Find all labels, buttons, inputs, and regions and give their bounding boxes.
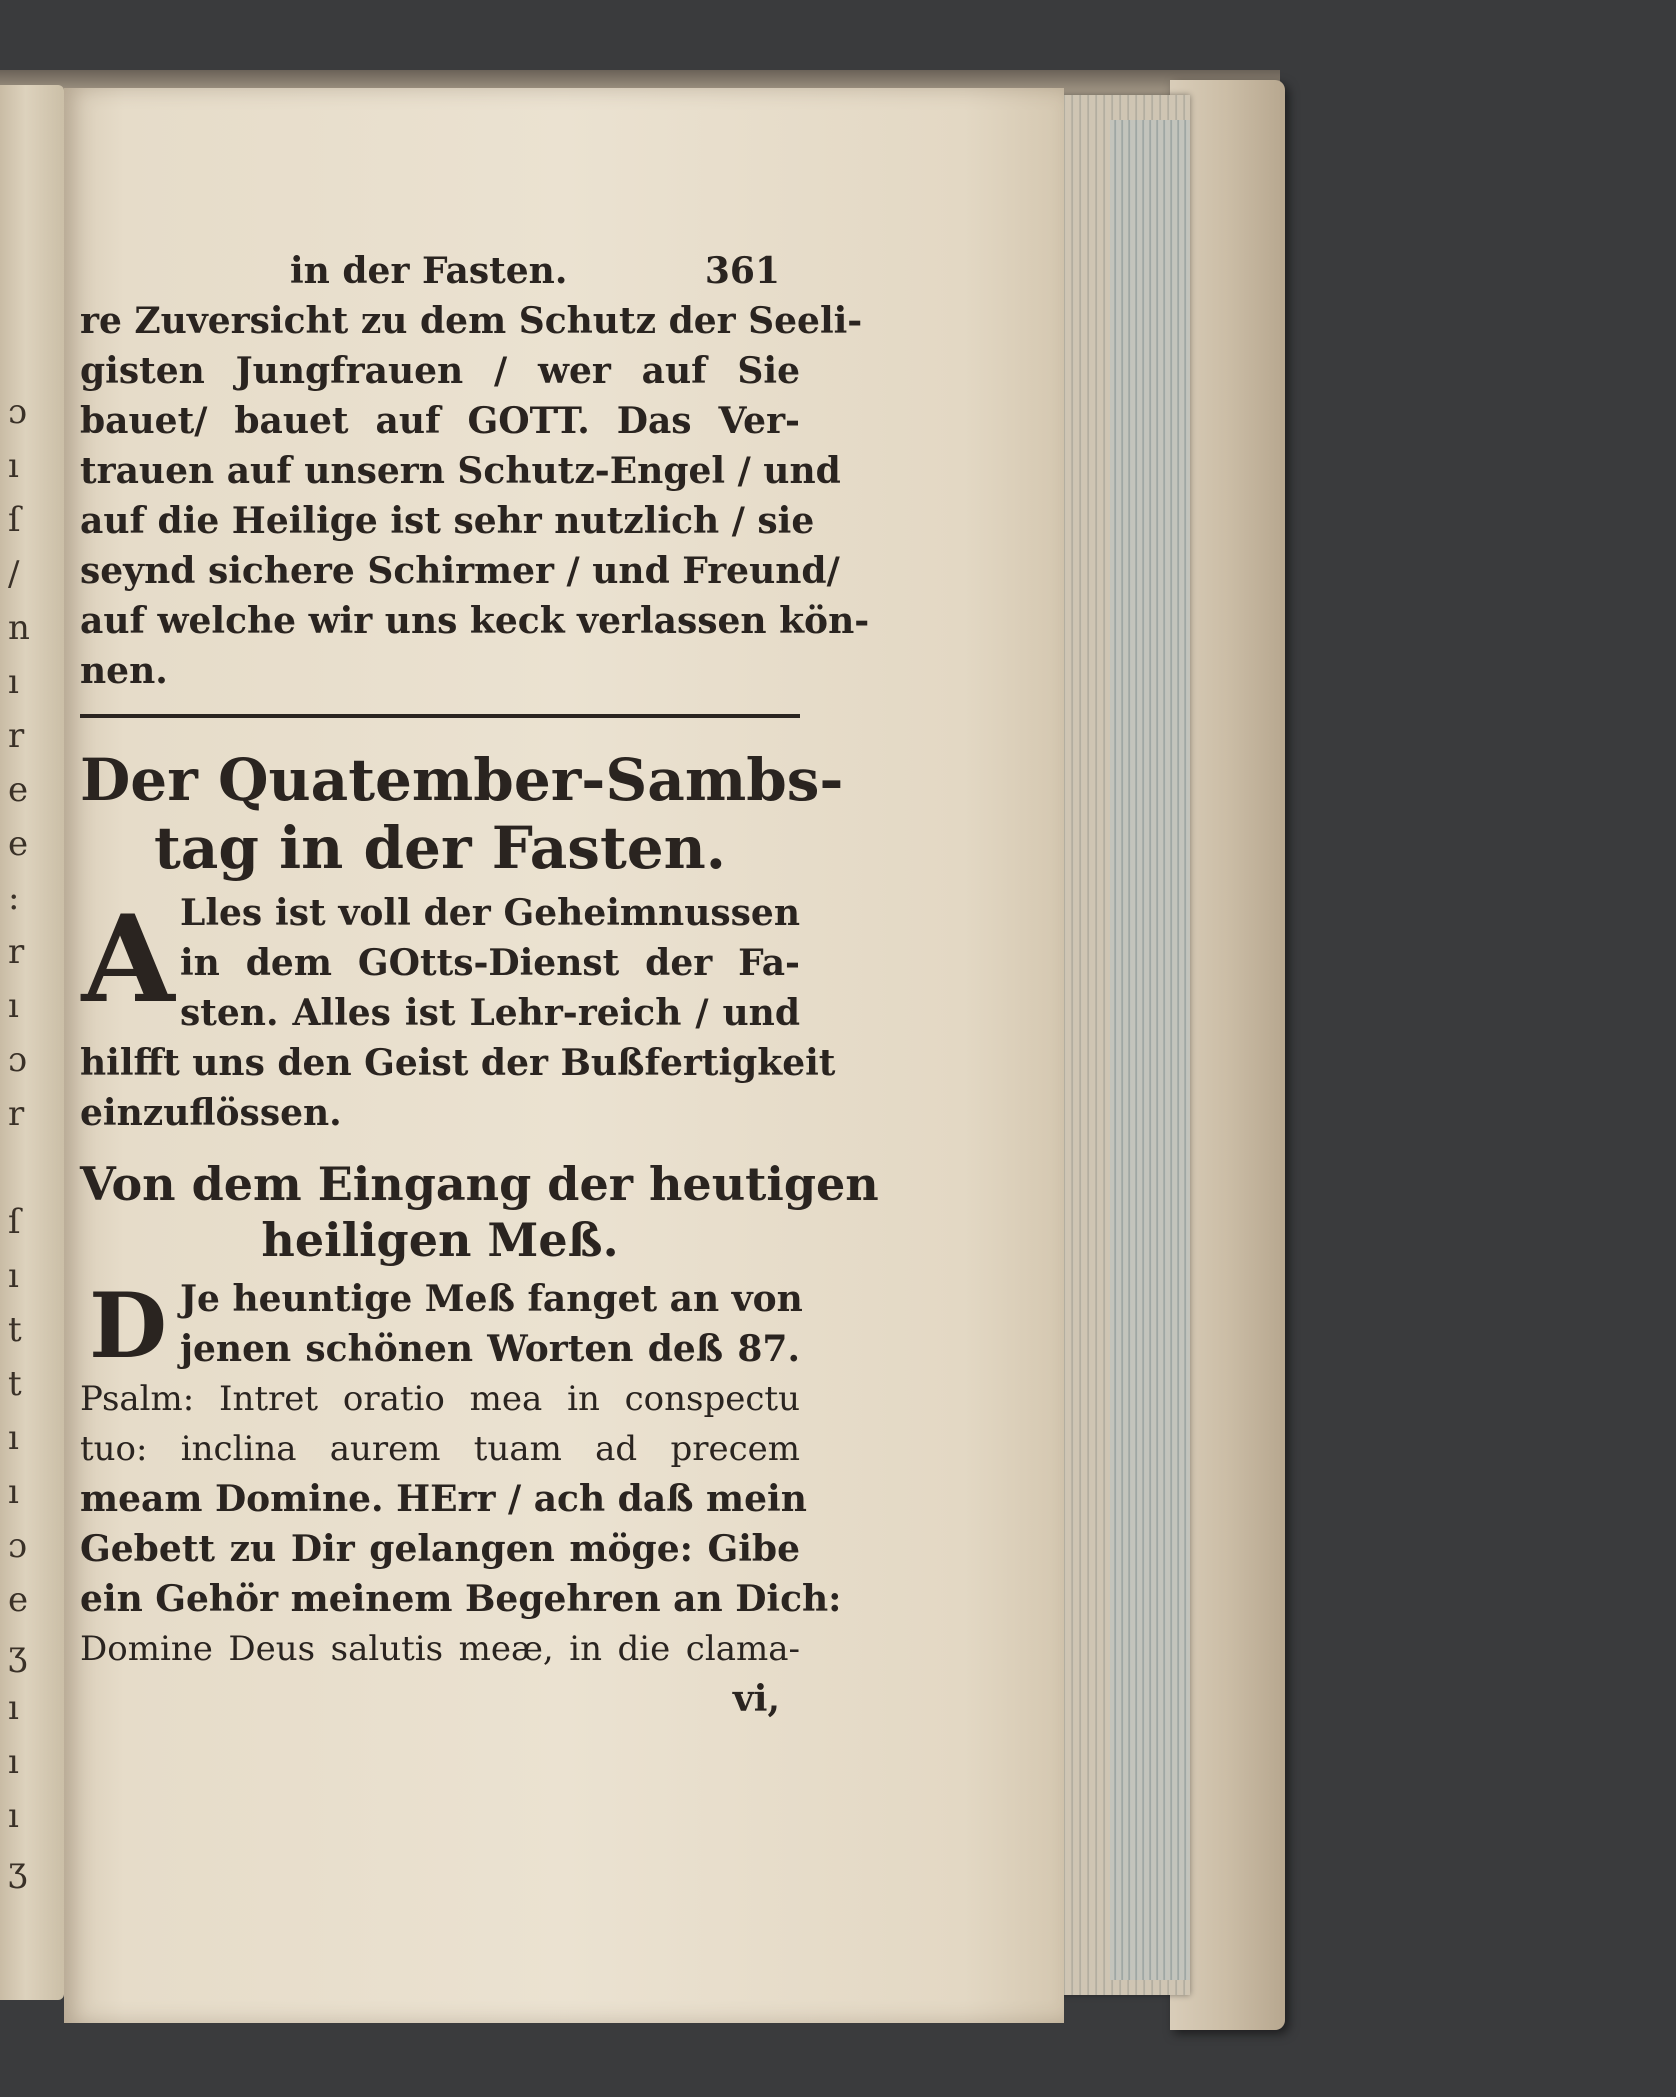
text-line: ein Gehör meinem Begehren an Dich:: [80, 1578, 842, 1620]
text-line: Psalm: Intret oratio mea in conspectu: [80, 1379, 800, 1419]
section-divider: [80, 714, 800, 718]
text-line: nen.: [80, 650, 168, 692]
text-line: auf die Heilige ist sehr nutzlich / sie: [80, 500, 815, 542]
section2-paragraph: [80, 1273, 842, 1674]
text-line: auf welche wir uns keck verlassen kön-: [80, 600, 870, 642]
text-line: gisten Jungfrauen / wer auf Sie: [80, 350, 800, 392]
text-line: trauen auf unsern Schutz-Engel / und: [80, 450, 841, 492]
catchword: vi,: [732, 1678, 780, 1720]
section-heading: Von dem Eingang der heutigen: [80, 1157, 879, 1211]
running-head: [80, 250, 800, 296]
decorated-initial: A: [81, 889, 175, 1030]
text-line: jenen schönen Worten deß 87.: [180, 1328, 800, 1370]
text-line: bauet/ bauet auf GOTT. Das Ver-: [80, 400, 800, 442]
previous-page-sliver: [0, 85, 64, 2000]
text-line: Je heuntige Meß fanget an von: [180, 1278, 803, 1320]
section-heading: tag in der Fasten.: [153, 814, 726, 882]
text-line: hilfft uns den Geist der Bußfertigkeit: [80, 1042, 836, 1084]
page-stack-edge-inner: [1110, 120, 1190, 1980]
section-heading: heiligen Meß.: [261, 1213, 619, 1267]
opening-paragraph: [80, 296, 870, 696]
text-line: einzuflössen.: [80, 1092, 342, 1134]
section1-paragraph: [80, 888, 836, 1138]
previous-page-marks: ɔ ı ſ / n ı r e e : r ı ɔ r ſ ı t t ı ı ɔ e ʒ ı ı ı ʒ: [8, 392, 30, 1890]
text-line: re Zuversicht zu dem Schutz der Seeli-: [80, 300, 863, 342]
running-head-title: in der Fasten.: [290, 250, 568, 292]
text-line: meam Domine. HErr / ach daß mein: [80, 1478, 807, 1520]
text-line: sten. Alles ist Lehr-reich / und: [180, 992, 800, 1034]
decorated-initial: D: [88, 1273, 168, 1379]
text-line: in dem GOtts-Dienst der Fa-: [180, 942, 800, 984]
text-line: seynd sichere Schirmer / und Freund/: [80, 550, 840, 592]
page-text: [80, 250, 879, 1724]
text-line: tuo: inclina aurem tuam ad precem: [80, 1429, 800, 1469]
text-line: Gebett zu Dir gelangen möge: Gibe: [80, 1528, 800, 1570]
text-line: Domine Deus salutis meæ, in die clama-: [80, 1629, 800, 1669]
text-line: Lles ist voll der Geheimnussen: [180, 892, 800, 934]
section-heading: Der Quatember-Sambs-: [80, 746, 844, 814]
page-number: 361: [704, 250, 780, 292]
